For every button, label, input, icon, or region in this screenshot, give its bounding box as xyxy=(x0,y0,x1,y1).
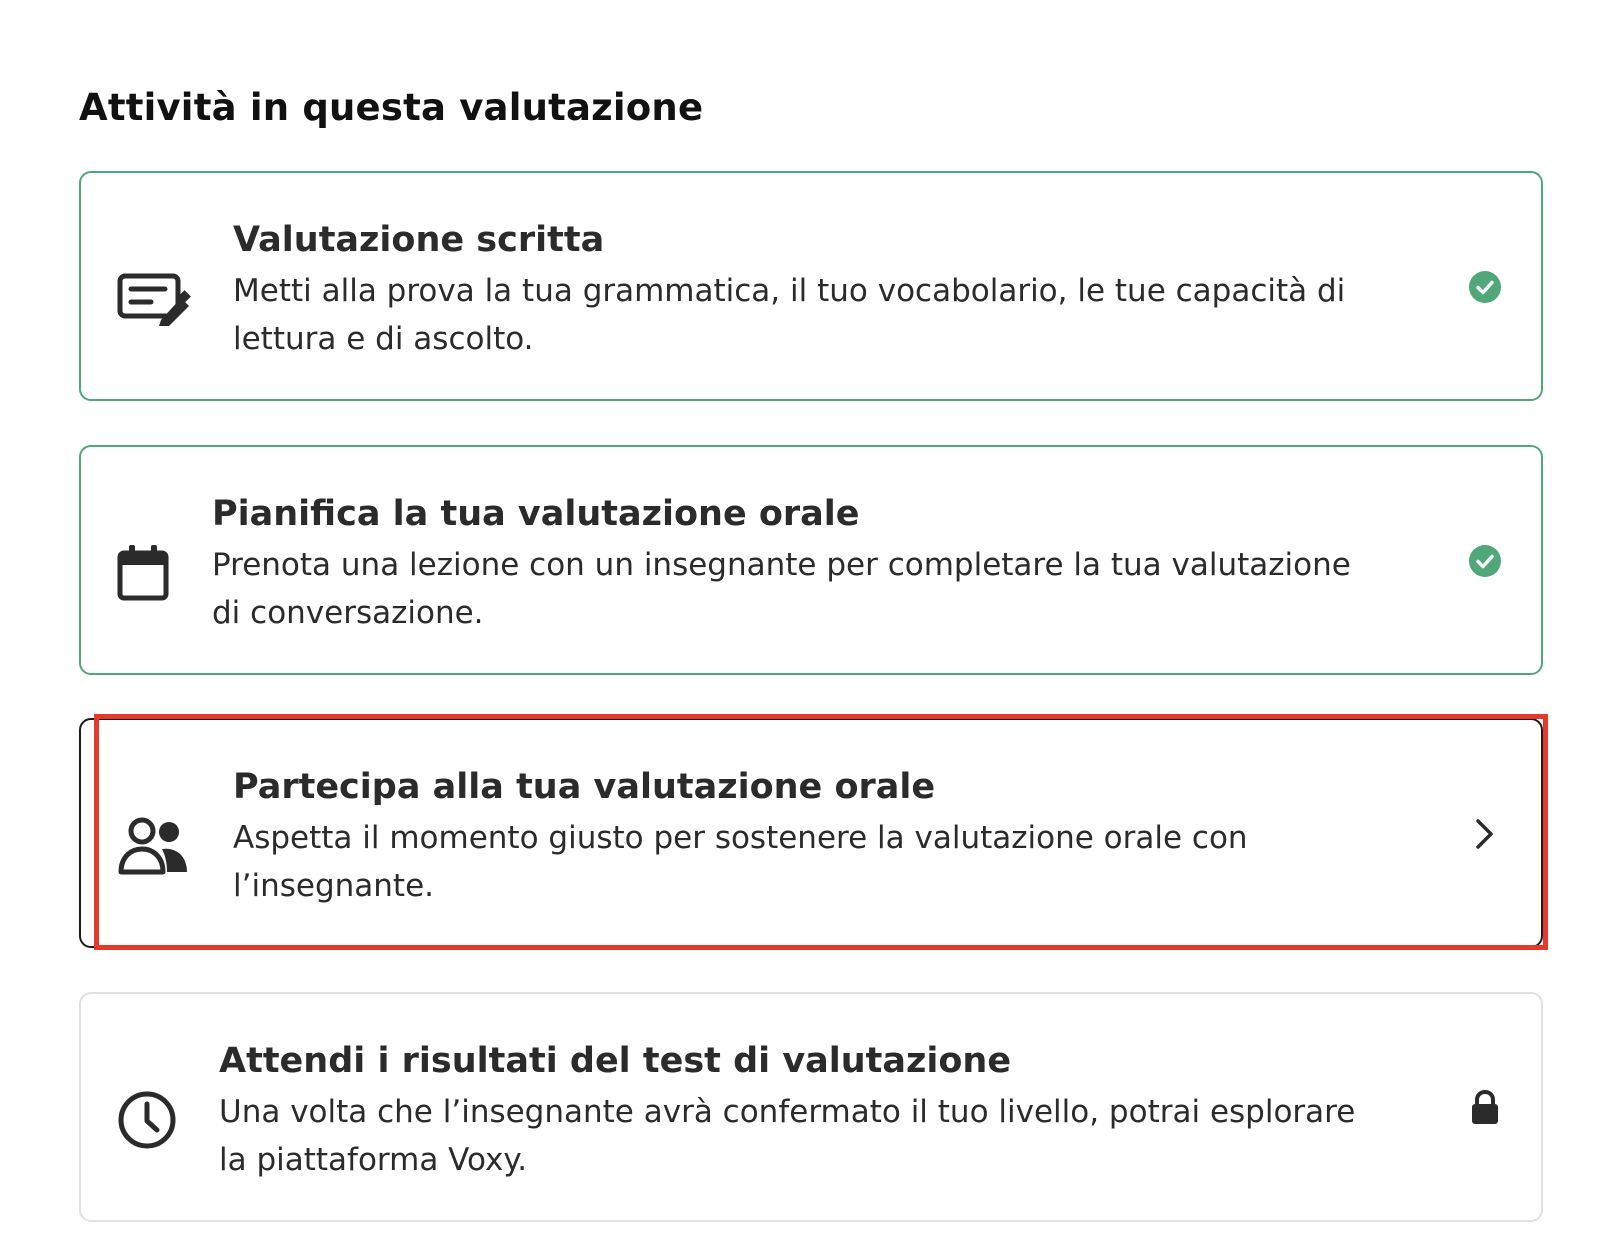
written-test-icon xyxy=(117,259,197,339)
activity-card-written-assessment[interactable] xyxy=(79,171,1543,401)
activity-description: Metti alla prova la tua grammatica, il tuo vocabolario, le tue capacità di lettura e di ascolto. xyxy=(233,273,1346,357)
activity-text xyxy=(233,217,1371,363)
activity-title: Pianifica la tua valutazione orale xyxy=(212,494,860,534)
activity-text xyxy=(233,764,1371,910)
activity-title: Attendi i risultati del test di valutazione xyxy=(219,1041,1012,1081)
activity-description: Aspetta il momento giusto per sostenere la valutazione orale con l’insegnante. xyxy=(233,820,1248,904)
clock-icon xyxy=(117,1080,197,1160)
activity-card-schedule-oral[interactable] xyxy=(79,445,1543,675)
check-circle-icon xyxy=(1465,541,1505,581)
activity-description: Una volta che l’insegnante avrà confermato il tuo livello, potrai esplorare la piattaforma Voxy. xyxy=(219,1094,1356,1178)
people-icon xyxy=(117,806,197,886)
lock-icon xyxy=(1465,1088,1505,1128)
check-circle-icon xyxy=(1465,267,1505,307)
activity-title: Partecipa alla tua valutazione orale xyxy=(233,767,936,807)
activity-title: Valutazione scritta xyxy=(233,220,605,260)
page-title: Attività in questa valutazione xyxy=(79,86,704,129)
activity-card-join-oral[interactable] xyxy=(79,718,1543,948)
activity-description: Prenota una lezione con un insegnante per completare la tua valutazione di conversazione. xyxy=(212,547,1351,631)
activity-text xyxy=(212,491,1371,637)
activity-text xyxy=(219,1038,1371,1184)
activity-card-await-results xyxy=(79,992,1543,1222)
chevron-right-icon[interactable] xyxy=(1465,814,1505,854)
calendar-icon xyxy=(117,533,197,613)
